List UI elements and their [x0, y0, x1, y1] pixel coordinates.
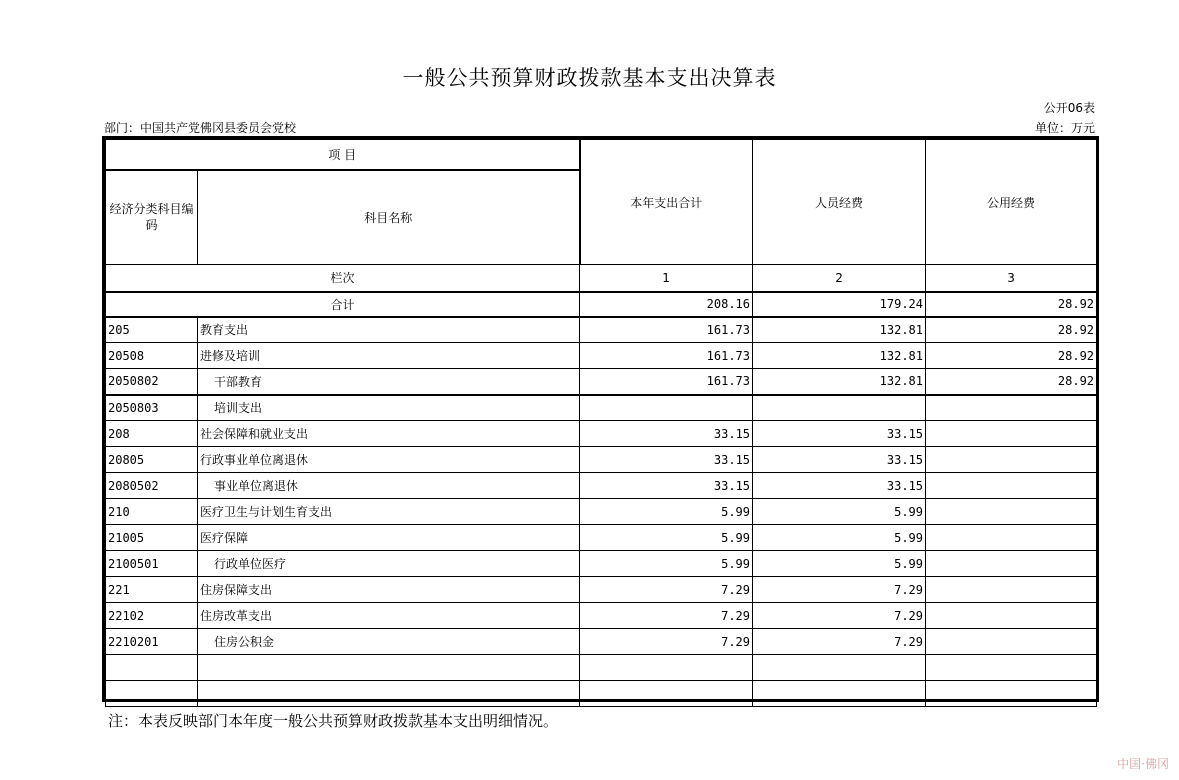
row-name: 社会保障和就业支出 [198, 421, 580, 447]
row-total: 7.29 [580, 629, 753, 655]
table-row [106, 499, 1097, 525]
column-index-3: 3 [926, 265, 1097, 292]
row-name: 教育支出 [198, 317, 580, 343]
table-row [106, 369, 1097, 395]
header-subject-name: 科目名称 [198, 170, 580, 265]
row-code: 22102 [106, 603, 198, 629]
column-index-1: 1 [580, 265, 753, 292]
row-name: 行政事业单位离退休 [198, 447, 580, 473]
sum-public: 28.92 [926, 292, 1097, 317]
row-code: 2080502 [106, 473, 198, 499]
row-code: 2210201 [106, 629, 198, 655]
row-total: 33.15 [580, 473, 753, 499]
sum-label: 合计 [106, 292, 580, 317]
row-public: 28.92 [926, 343, 1097, 369]
row-public [926, 655, 1097, 681]
table-row [106, 551, 1097, 577]
row-personnel: 33.15 [753, 473, 926, 499]
row-personnel: 7.29 [753, 629, 926, 655]
row-name: 住房改革支出 [198, 603, 580, 629]
row-public [926, 447, 1097, 473]
watermark-logo: 中国·佛冈 [1117, 757, 1169, 771]
table-row [106, 681, 1097, 707]
row-name: 医疗卫生与计划生育支出 [198, 499, 580, 525]
sum-row [106, 292, 1097, 317]
row-personnel: 33.15 [753, 421, 926, 447]
table-row [106, 421, 1097, 447]
row-total: 33.15 [580, 421, 753, 447]
row-name: 进修及培训 [198, 343, 580, 369]
row-code: 2100501 [106, 551, 198, 577]
row-total: 7.29 [580, 577, 753, 603]
row-public [926, 499, 1097, 525]
row-personnel [753, 395, 926, 421]
header-public: 公用经费 [926, 140, 1097, 265]
row-personnel: 7.29 [753, 603, 926, 629]
table-row [106, 603, 1097, 629]
row-name: 医疗保障 [198, 525, 580, 551]
row-public [926, 629, 1097, 655]
row-personnel [753, 655, 926, 681]
row-personnel: 132.81 [753, 369, 926, 395]
department-label: 部门：中国共产党佛冈县委员会党校 [104, 121, 297, 135]
row-personnel: 5.99 [753, 525, 926, 551]
row-personnel: 33.15 [753, 447, 926, 473]
row-personnel: 7.29 [753, 577, 926, 603]
row-total: 5.99 [580, 525, 753, 551]
row-public [926, 603, 1097, 629]
row-name: 住房保障支出 [198, 577, 580, 603]
header-econ-code: 经济分类科目编码 [106, 170, 198, 265]
table-row [106, 629, 1097, 655]
row-total: 33.15 [580, 447, 753, 473]
header-total: 本年支出合计 [580, 140, 753, 265]
row-total: 7.29 [580, 603, 753, 629]
unit-label: 单位：万元 [1034, 121, 1095, 135]
row-code: 2050803 [106, 395, 198, 421]
row-code: 210 [106, 499, 198, 525]
row-code: 221 [106, 577, 198, 603]
column-index-2: 2 [753, 265, 926, 292]
row-personnel [753, 681, 926, 707]
row-code: 21005 [106, 525, 198, 551]
row-name: 住房公积金 [198, 629, 580, 655]
row-public [926, 551, 1097, 577]
row-code: 20805 [106, 447, 198, 473]
row-public [926, 577, 1097, 603]
row-name: 行政单位医疗 [198, 551, 580, 577]
column-index-row [106, 265, 1097, 292]
row-code: 20508 [106, 343, 198, 369]
row-public: 28.92 [926, 369, 1097, 395]
table-row [106, 447, 1097, 473]
table-row [106, 395, 1097, 421]
row-total [580, 655, 753, 681]
row-public [926, 473, 1097, 499]
row-public [926, 525, 1097, 551]
row-public [926, 421, 1097, 447]
table-row [106, 577, 1097, 603]
header-personnel: 人员经费 [753, 140, 926, 265]
row-public [926, 681, 1097, 707]
row-total [580, 395, 753, 421]
table-row [106, 343, 1097, 369]
row-total: 5.99 [580, 499, 753, 525]
row-name: 干部教育 [198, 369, 580, 395]
row-total [580, 681, 753, 707]
header-row-1 [106, 140, 1097, 170]
row-total: 5.99 [580, 551, 753, 577]
row-code: 2050802 [106, 369, 198, 395]
column-index-label: 栏次 [106, 265, 580, 292]
row-code [106, 655, 198, 681]
row-total: 161.73 [580, 317, 753, 343]
row-personnel: 132.81 [753, 343, 926, 369]
sum-total: 208.16 [580, 292, 753, 317]
form-number: 公开06表 [1043, 101, 1095, 115]
row-public [926, 395, 1097, 421]
budget-table [102, 136, 1099, 702]
row-total: 161.73 [580, 343, 753, 369]
row-name [198, 681, 580, 707]
row-personnel: 5.99 [753, 551, 926, 577]
row-public: 28.92 [926, 317, 1097, 343]
table-row [106, 655, 1097, 681]
footnote: 注：本表反映部门本年度一般公共预算财政拨款基本支出明细情况。 [108, 712, 559, 730]
header-item: 项 目 [106, 140, 580, 170]
row-code [106, 681, 198, 707]
page-title: 一般公共预算财政拨款基本支出决算表 [402, 66, 777, 90]
row-name: 事业单位离退休 [198, 473, 580, 499]
row-code: 208 [106, 421, 198, 447]
row-name [198, 655, 580, 681]
row-code: 205 [106, 317, 198, 343]
row-total: 161.73 [580, 369, 753, 395]
row-name: 培训支出 [198, 395, 580, 421]
row-personnel: 5.99 [753, 499, 926, 525]
row-personnel: 132.81 [753, 317, 926, 343]
table-row [106, 317, 1097, 343]
table-row [106, 525, 1097, 551]
table-row [106, 473, 1097, 499]
sum-personnel: 179.24 [753, 292, 926, 317]
